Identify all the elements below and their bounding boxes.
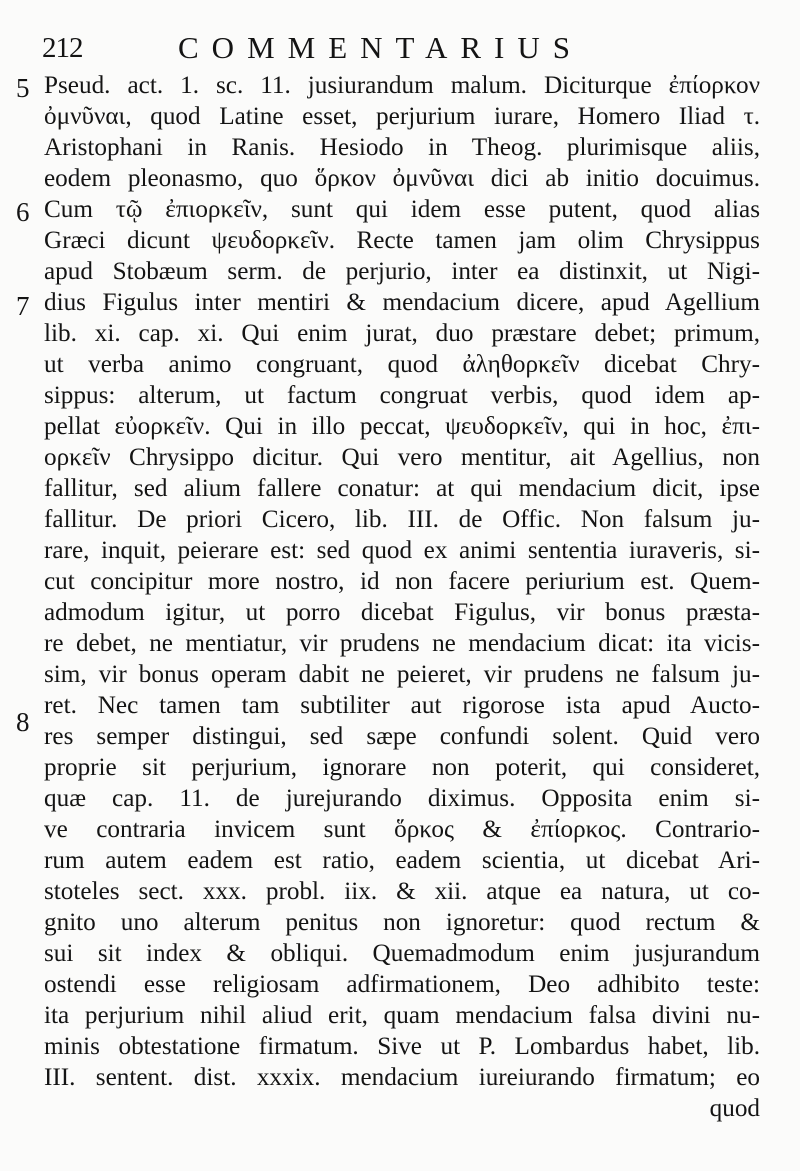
catchword: quod	[709, 1095, 760, 1122]
margin-note-number: 8	[16, 707, 30, 737]
text-line: cut concipitur more nostro, id non facere periurium est. Quem-	[44, 568, 760, 595]
text-line: stoteles sect. xxx. probl. iix. & xii. atque ea natura, ut co-	[44, 878, 760, 905]
text-line: res semper distingui, sed sæpe confundi solent. Quid vero	[44, 723, 760, 750]
text-line: III. sentent. dist. xxxix. mendacium iureiurando firmatum; eo	[44, 1064, 760, 1091]
text-line: Græci dicunt ψευδορκεῖν. Recte tamen jam olim Chrysippus	[44, 227, 760, 254]
page-number: 212	[42, 32, 83, 64]
text-line: ὀμνῦναι, quod Latine esset, perjurium iurare, Homero Iliad τ.	[44, 103, 760, 130]
text-line: sippus: alterum, ut factum congruat verbis, quod idem ap-	[44, 382, 760, 409]
text-line: rare, inquit, peierare est: sed quod ex animi sententia iuraveris, si-	[44, 537, 760, 564]
text-line: pellat εὐορκεῖν. Qui in illo peccat, ψευδορκεῖν, qui in hoc, ἐπι-	[44, 413, 760, 440]
text-line: ita perjurium nihil aliud erit, quam mendacium falsa divini nu-	[44, 1002, 760, 1029]
text-line: gnito uno alterum penitus non ignoretur: quod rectum &	[44, 909, 760, 936]
text-line: rum autem eadem est ratio, eadem scientia, ut dicebat Ari-	[44, 847, 760, 874]
text-line: sui sit index & obliqui. Quemadmodum enim jusjurandum	[44, 940, 760, 967]
text-line: admodum igitur, ut porro dicebat Figulus, vir bonus præsta-	[44, 599, 760, 626]
text-line: ret. Nec tamen tam subtiliter aut rigorose ista apud Aucto-	[44, 692, 760, 719]
running-head	[28, 30, 768, 72]
text-line: eodem pleonasmo, quo ὅρκον ὀμνῦναι dici ab initio docuimus.	[44, 165, 760, 192]
page-title: COMMENTARIUS	[178, 30, 583, 65]
text-line: re debet, ne mentiatur, vir prudens ne mendacium dicat: ita vicis-	[44, 630, 760, 657]
text-line: minis obtestatione firmatum. Sive ut P. Lombardus habet, lib.	[44, 1033, 760, 1060]
text-line: ve contraria invicem sunt ὅρκος & ἐπίορκος. Contrario-	[44, 816, 760, 843]
text-line: ut verba animo congruant, quod ἀληθορκεῖν dicebat Chry-	[44, 351, 760, 378]
text-line: Aristophani in Ranis. Hesiodo in Theog. plurimisque aliis,	[44, 134, 760, 161]
text-line: lib. xi. cap. xi. Qui enim jurat, duo præstare debet; primum,	[44, 320, 760, 347]
text-line: Cum τῷ ἐπιορκεῖν, sunt qui idem esse putent, quod alias	[44, 196, 760, 223]
text-line: proprie sit perjurium, ignorare non poterit, qui consideret,	[44, 754, 760, 781]
text-line: ορκεῖν Chrysippo dicitur. Qui vero mentitur, ait Agellius, non	[44, 444, 760, 471]
text-line: fallitur, sed alium fallere conatur: at qui mendacium dicit, ipse	[44, 475, 760, 502]
text-line: sim, vir bonus operam dabit ne peieret, vir prudens ne falsum ju-	[44, 661, 760, 688]
text-line: Pseud. act. 1. sc. 11. jusiurandum malum. Diciturque ἐπίορκον	[44, 72, 760, 99]
text-line: ostendi esse religiosam adfirmationem, Deo adhibito teste:	[44, 971, 760, 998]
text-line: apud Stobæum serm. de perjurio, inter ea distinxit, ut Nigi-	[44, 258, 760, 285]
margin-note-number: 6	[16, 197, 30, 227]
text-line: fallitur. De priori Cicero, lib. III. de Offic. Non falsum ju-	[44, 506, 760, 533]
margin-note-number: 5	[16, 73, 30, 103]
text-line: dius Figulus inter mentiri & mendacium dicere, apud Agellium	[44, 289, 760, 316]
margin-note-number: 7	[16, 291, 30, 321]
text-line: quæ cap. 11. de jurejurando diximus. Opposita enim si-	[44, 785, 760, 812]
